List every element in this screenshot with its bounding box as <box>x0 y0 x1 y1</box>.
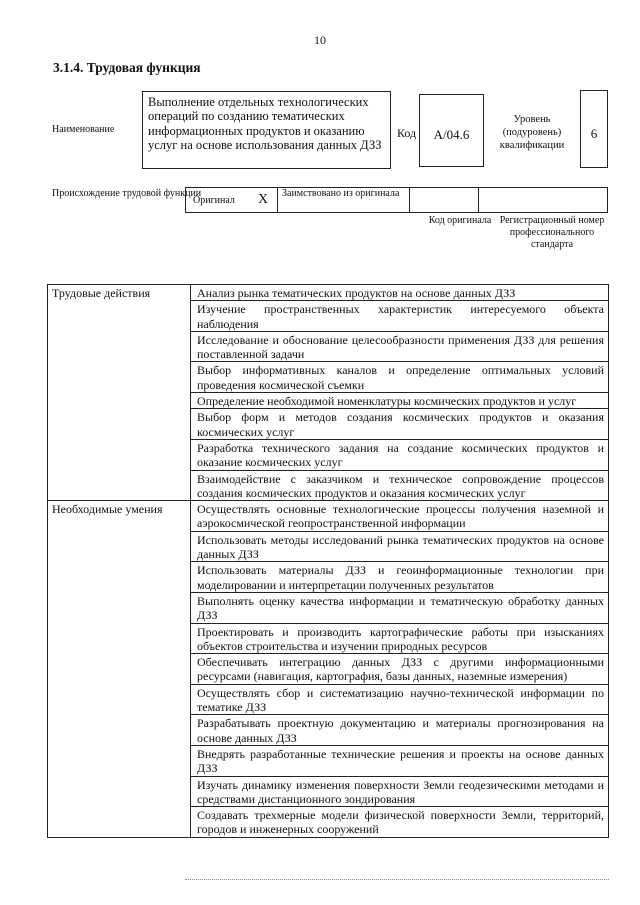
section-item: Взаимодействие с заказчиком и техническое сопровождение процессов создания космических продуктов и оказания космических услуг <box>191 470 609 501</box>
table-row <box>48 501 609 532</box>
name-label: Наименование <box>52 124 115 135</box>
section-item: Разрабатывать проектную документацию и материалы прогнозирования на основе данных ДЗЗ <box>191 715 609 746</box>
section-item: Изучать динамику изменения поверхности Земли геодезическими методами и средствами дистанционного зондирования <box>191 776 609 807</box>
page-number: 10 <box>314 33 326 47</box>
section-item: Выбор форм и методов создания космических продуктов и оказания космических услуг <box>191 409 609 440</box>
footer-divider <box>185 879 609 880</box>
section-item: Разработка технического задания на создание космических продуктов и оказание космических услуг <box>191 439 609 470</box>
section-item: Проектировать и производить картографические работы при изысканиях объектов строительства и изучении природных ресурсов <box>191 623 609 654</box>
section-item: Использовать методы исследований рынка тематических продуктов на основе данных ДЗЗ <box>191 531 609 562</box>
code-value-box: А/04.6 <box>419 94 484 167</box>
qualification-level-box: 6 <box>580 90 608 168</box>
section-category: Трудовые действия <box>48 285 191 501</box>
registration-number-label: Регистрационный номер профессионального стандарта <box>499 215 605 250</box>
origin-code-cell <box>409 187 479 213</box>
qualification-level-label: Уровень (подуровень) квалификации <box>499 114 565 151</box>
section-item: Определение необходимой номенклатуры космических продуктов и услуг <box>191 393 609 409</box>
section-category: Необходимые умения <box>48 501 191 838</box>
origin-borrowed-label: Заимствовано из оригинала <box>282 188 400 199</box>
section-item: Создавать трехмерные модели физической поверхности Земли, территорий, городов и инженерных сооружений <box>191 807 609 838</box>
origin-original-cell <box>185 187 278 213</box>
table-row <box>48 285 609 301</box>
origin-reg-number-cell <box>478 187 608 213</box>
section-item: Выполнять оценку качества информации и тематическую обработку данных ДЗЗ <box>191 592 609 623</box>
code-label: Код <box>397 126 417 140</box>
functions-table <box>47 284 609 838</box>
section-item: Выбор информативных каналов и определение оптимальных условий проведения космической съемки <box>191 362 609 393</box>
original-code-label: Код оригинала <box>428 215 492 226</box>
origin-original-mark: X <box>258 192 269 207</box>
origin-label: Происхождение трудовой функции <box>52 188 202 199</box>
section-item: Исследование и обоснование целесообразности применения ДЗЗ для решения поставленной задачи <box>191 331 609 362</box>
section-item: Изучение пространственных характеристик интересуемого объекта наблюдения <box>191 301 609 332</box>
origin-original-label: Оригинал <box>193 195 235 206</box>
section-item: Использовать материалы ДЗЗ и геоинформационные технологии при моделировании и интерпретации полученных результатов <box>191 562 609 593</box>
section-item: Осуществлять сбор и систематизацию научно-технической информации по тематике ДЗЗ <box>191 684 609 715</box>
section-item: Внедрять разработанные технические решения и проекты на основе данных ДЗЗ <box>191 745 609 776</box>
section-item: Анализ рынка тематических продуктов на основе данных ДЗЗ <box>191 285 609 301</box>
section-title: 3.1.4. Трудовая функция <box>53 60 201 75</box>
function-name-box: Выполнение отдельных технологических операций по созданию тематических информационных продуктов и оказанию услуг на основе использования данных ДЗЗ <box>142 91 391 169</box>
origin-borrowed-cell <box>277 187 410 213</box>
section-item: Осуществлять основные технологические процессы получения наземной и аэрокосмической геопространственной информации <box>191 501 609 532</box>
section-item: Обеспечивать интеграцию данных ДЗЗ с другими информационными ресурсами (навигация, картография, базы данных, наземные измерения) <box>191 654 609 685</box>
